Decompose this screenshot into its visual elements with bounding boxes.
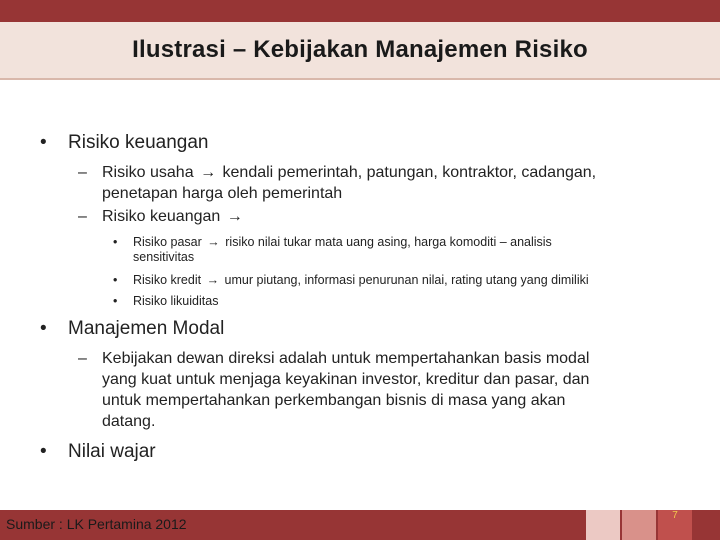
bullet-icon: • (113, 235, 118, 249)
dash-icon: – (78, 350, 87, 367)
bullet-icon: • (40, 441, 47, 462)
sub-bullet-line2: penetapan harga oleh pemerintah (102, 185, 343, 202)
paragraph-line: yang kuat untuk menjaga keyakinan investor, kreditur dan pasar, dan (102, 371, 590, 388)
arrow-right-icon: → (206, 273, 220, 287)
paragraph-line: Kebijakan dewan direksi adalah untuk mempertahankan basis modal (102, 350, 590, 367)
footer-square-light (586, 510, 620, 540)
arrow-right-icon: → (226, 208, 243, 225)
sub-sub-bullet-risiko-kredit (113, 273, 683, 288)
footer-square-medium (622, 510, 656, 540)
dash-icon: – (78, 208, 87, 225)
bullet-text: Risiko keuangan (68, 132, 209, 153)
arrow-right-icon: → (200, 164, 217, 181)
top-accent-bar (0, 0, 720, 22)
bullet-icon: • (113, 294, 118, 308)
source-citation: Sumber : LK Pertamina 2012 (6, 516, 187, 532)
item-rest: umur piutang, informasi penurunan nilai, rating utang yang dimiliki (224, 273, 589, 287)
item-line2: sensitivitas (133, 250, 195, 264)
item-rest: risiko nilai tukar mata uang asing, harga komoditi – analisis (225, 235, 552, 249)
sub-bullet-risiko-keuangan (78, 206, 692, 227)
sub-sub-bullet-risiko-pasar (113, 235, 683, 265)
sub-bullet-rest: kendali pemerintah, patungan, kontraktor, cadangan, (222, 164, 597, 181)
paragraph-line: untuk mempertahankan perkembangan bisnis di masa yang akan (102, 392, 566, 409)
sub-bullet-risiko-usaha (78, 162, 692, 204)
sub-bullet-label: Risiko keuangan (102, 208, 221, 225)
item-label: Risiko likuiditas (133, 294, 219, 308)
bullet-icon: • (40, 318, 47, 339)
bullet-icon: • (40, 132, 47, 153)
bullet-icon: • (113, 273, 118, 287)
slide-title: Ilustrasi – Kebijakan Manajemen Risiko (132, 36, 588, 63)
item-label: Risiko kredit (133, 273, 202, 287)
sub-bullet-label: Risiko usaha (102, 164, 194, 181)
arrow-right-icon: → (207, 235, 220, 249)
sub-bullet-kebijakan (78, 348, 692, 432)
item-label: Risiko pasar (133, 235, 202, 249)
sub-sub-bullet-risiko-likuiditas (113, 294, 683, 309)
bullet-text: Nilai wajar (68, 441, 156, 462)
page-number: 7 (672, 510, 678, 521)
paragraph-line: datang. (102, 413, 156, 430)
bullet-text: Manajemen Modal (68, 318, 225, 339)
dash-icon: – (78, 164, 87, 181)
title-band (0, 22, 720, 80)
